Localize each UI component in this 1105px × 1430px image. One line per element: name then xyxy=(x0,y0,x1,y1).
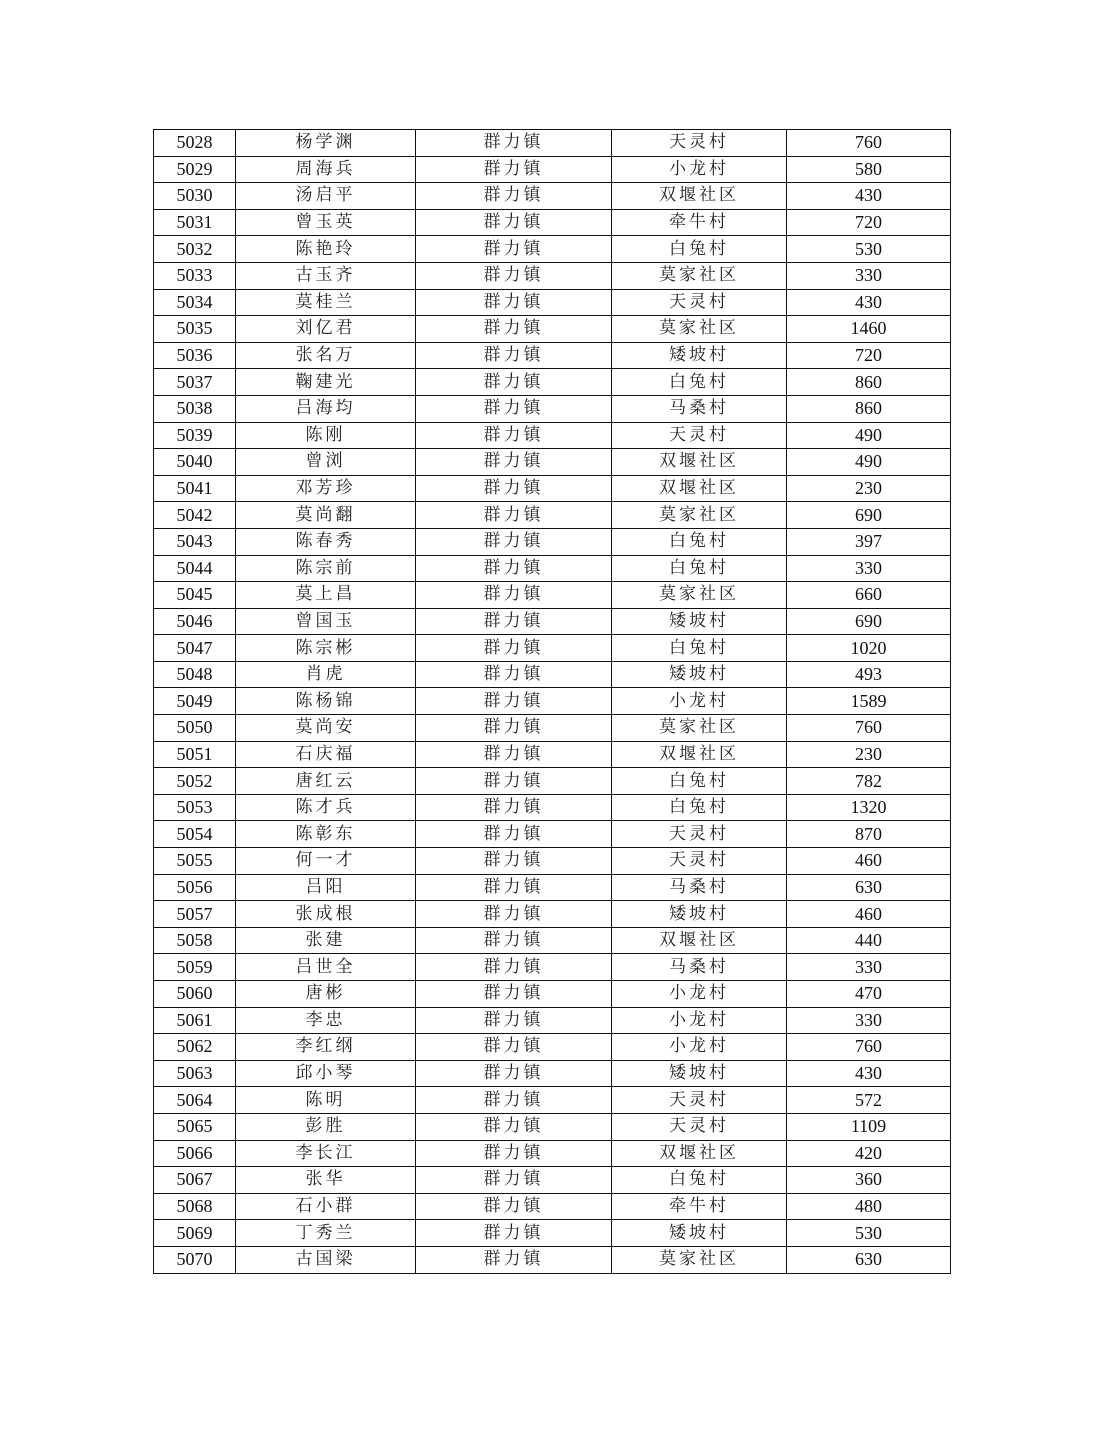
amount-cell: 470 xyxy=(787,981,951,1008)
row-number-cell: 5030 xyxy=(154,183,236,210)
town-cell: 群力镇 xyxy=(416,1246,612,1273)
name-cell: 曾浏 xyxy=(236,449,416,476)
amount-cell: 480 xyxy=(787,1193,951,1220)
table-row xyxy=(154,901,951,928)
name-cell: 邓芳珍 xyxy=(236,475,416,502)
amount-cell: 430 xyxy=(787,289,951,316)
table-row xyxy=(154,848,951,875)
village-cell: 莫家社区 xyxy=(612,262,787,289)
table-row xyxy=(154,981,951,1008)
town-cell: 群力镇 xyxy=(416,927,612,954)
village-cell: 莫家社区 xyxy=(612,1246,787,1273)
row-number-cell: 5036 xyxy=(154,342,236,369)
roster-body xyxy=(154,130,951,1274)
amount-cell: 760 xyxy=(787,715,951,742)
row-number-cell: 5045 xyxy=(154,582,236,609)
amount-cell: 530 xyxy=(787,236,951,263)
village-cell: 牵牛村 xyxy=(612,1193,787,1220)
town-cell: 群力镇 xyxy=(416,183,612,210)
row-number-cell: 5042 xyxy=(154,502,236,529)
village-cell: 天灵村 xyxy=(612,289,787,316)
table-row xyxy=(154,236,951,263)
village-cell: 白兔村 xyxy=(612,236,787,263)
row-number-cell: 5065 xyxy=(154,1113,236,1140)
row-number-cell: 5056 xyxy=(154,874,236,901)
amount-cell: 572 xyxy=(787,1087,951,1114)
table-row xyxy=(154,1220,951,1247)
name-cell: 陈才兵 xyxy=(236,794,416,821)
amount-cell: 230 xyxy=(787,741,951,768)
row-number-cell: 5068 xyxy=(154,1193,236,1220)
village-cell: 天灵村 xyxy=(612,1087,787,1114)
table-row xyxy=(154,475,951,502)
village-cell: 白兔村 xyxy=(612,794,787,821)
row-number-cell: 5070 xyxy=(154,1246,236,1273)
town-cell: 群力镇 xyxy=(416,156,612,183)
name-cell: 石小群 xyxy=(236,1193,416,1220)
town-cell: 群力镇 xyxy=(416,1193,612,1220)
name-cell: 陈春秀 xyxy=(236,528,416,555)
town-cell: 群力镇 xyxy=(416,502,612,529)
amount-cell: 430 xyxy=(787,183,951,210)
roster-table xyxy=(153,129,951,1274)
name-cell: 莫尚翻 xyxy=(236,502,416,529)
table-row xyxy=(154,1113,951,1140)
amount-cell: 630 xyxy=(787,1246,951,1273)
village-cell: 马桑村 xyxy=(612,874,787,901)
name-cell: 莫上昌 xyxy=(236,582,416,609)
town-cell: 群力镇 xyxy=(416,768,612,795)
row-number-cell: 5061 xyxy=(154,1007,236,1034)
table-row xyxy=(154,1034,951,1061)
table-row xyxy=(154,821,951,848)
name-cell: 唐彬 xyxy=(236,981,416,1008)
name-cell: 张建 xyxy=(236,927,416,954)
row-number-cell: 5058 xyxy=(154,927,236,954)
name-cell: 吕阳 xyxy=(236,874,416,901)
amount-cell: 460 xyxy=(787,901,951,928)
amount-cell: 397 xyxy=(787,528,951,555)
table-row xyxy=(154,422,951,449)
table-row xyxy=(154,528,951,555)
village-cell: 白兔村 xyxy=(612,555,787,582)
row-number-cell: 5039 xyxy=(154,422,236,449)
amount-cell: 760 xyxy=(787,130,951,157)
town-cell: 群力镇 xyxy=(416,794,612,821)
name-cell: 彭胜 xyxy=(236,1113,416,1140)
amount-cell: 580 xyxy=(787,156,951,183)
village-cell: 矮坡村 xyxy=(612,661,787,688)
name-cell: 陈宗前 xyxy=(236,555,416,582)
town-cell: 群力镇 xyxy=(416,528,612,555)
village-cell: 天灵村 xyxy=(612,422,787,449)
row-number-cell: 5043 xyxy=(154,528,236,555)
name-cell: 吕海均 xyxy=(236,395,416,422)
name-cell: 曾玉英 xyxy=(236,209,416,236)
village-cell: 小龙村 xyxy=(612,156,787,183)
table-row xyxy=(154,608,951,635)
town-cell: 群力镇 xyxy=(416,342,612,369)
name-cell: 杨学渊 xyxy=(236,130,416,157)
amount-cell: 690 xyxy=(787,502,951,529)
table-row xyxy=(154,1007,951,1034)
village-cell: 双堰社区 xyxy=(612,449,787,476)
village-cell: 双堰社区 xyxy=(612,927,787,954)
name-cell: 鞠建光 xyxy=(236,369,416,396)
amount-cell: 720 xyxy=(787,209,951,236)
table-row xyxy=(154,130,951,157)
town-cell: 群力镇 xyxy=(416,901,612,928)
name-cell: 张名万 xyxy=(236,342,416,369)
amount-cell: 430 xyxy=(787,1060,951,1087)
village-cell: 牵牛村 xyxy=(612,209,787,236)
table-row xyxy=(154,635,951,662)
amount-cell: 1020 xyxy=(787,635,951,662)
amount-cell: 493 xyxy=(787,661,951,688)
amount-cell: 782 xyxy=(787,768,951,795)
town-cell: 群力镇 xyxy=(416,981,612,1008)
village-cell: 白兔村 xyxy=(612,1167,787,1194)
town-cell: 群力镇 xyxy=(416,874,612,901)
amount-cell: 1589 xyxy=(787,688,951,715)
name-cell: 陈明 xyxy=(236,1087,416,1114)
table-row xyxy=(154,449,951,476)
row-number-cell: 5034 xyxy=(154,289,236,316)
row-number-cell: 5051 xyxy=(154,741,236,768)
town-cell: 群力镇 xyxy=(416,475,612,502)
village-cell: 白兔村 xyxy=(612,369,787,396)
name-cell: 古玉齐 xyxy=(236,262,416,289)
village-cell: 小龙村 xyxy=(612,1034,787,1061)
table-row xyxy=(154,715,951,742)
town-cell: 群力镇 xyxy=(416,1007,612,1034)
village-cell: 矮坡村 xyxy=(612,1220,787,1247)
row-number-cell: 5041 xyxy=(154,475,236,502)
table-row xyxy=(154,209,951,236)
name-cell: 莫尚安 xyxy=(236,715,416,742)
row-number-cell: 5029 xyxy=(154,156,236,183)
row-number-cell: 5067 xyxy=(154,1167,236,1194)
row-number-cell: 5033 xyxy=(154,262,236,289)
name-cell: 唐红云 xyxy=(236,768,416,795)
table-row xyxy=(154,927,951,954)
table-row xyxy=(154,741,951,768)
table-row xyxy=(154,1140,951,1167)
name-cell: 古国梁 xyxy=(236,1246,416,1273)
name-cell: 莫桂兰 xyxy=(236,289,416,316)
name-cell: 陈杨锦 xyxy=(236,688,416,715)
amount-cell: 330 xyxy=(787,954,951,981)
town-cell: 群力镇 xyxy=(416,289,612,316)
village-cell: 莫家社区 xyxy=(612,582,787,609)
village-cell: 白兔村 xyxy=(612,528,787,555)
row-number-cell: 5048 xyxy=(154,661,236,688)
table-row xyxy=(154,768,951,795)
row-number-cell: 5040 xyxy=(154,449,236,476)
town-cell: 群力镇 xyxy=(416,635,612,662)
name-cell: 邱小琴 xyxy=(236,1060,416,1087)
village-cell: 白兔村 xyxy=(612,768,787,795)
town-cell: 群力镇 xyxy=(416,1060,612,1087)
table-row xyxy=(154,1087,951,1114)
name-cell: 何一才 xyxy=(236,848,416,875)
table-row xyxy=(154,582,951,609)
town-cell: 群力镇 xyxy=(416,209,612,236)
amount-cell: 720 xyxy=(787,342,951,369)
town-cell: 群力镇 xyxy=(416,741,612,768)
name-cell: 张成根 xyxy=(236,901,416,928)
row-number-cell: 5063 xyxy=(154,1060,236,1087)
town-cell: 群力镇 xyxy=(416,1140,612,1167)
village-cell: 矮坡村 xyxy=(612,1060,787,1087)
row-number-cell: 5059 xyxy=(154,954,236,981)
amount-cell: 860 xyxy=(787,369,951,396)
town-cell: 群力镇 xyxy=(416,848,612,875)
town-cell: 群力镇 xyxy=(416,715,612,742)
village-cell: 莫家社区 xyxy=(612,502,787,529)
row-number-cell: 5055 xyxy=(154,848,236,875)
name-cell: 陈刚 xyxy=(236,422,416,449)
village-cell: 小龙村 xyxy=(612,1007,787,1034)
row-number-cell: 5060 xyxy=(154,981,236,1008)
name-cell: 张华 xyxy=(236,1167,416,1194)
town-cell: 群力镇 xyxy=(416,661,612,688)
village-cell: 天灵村 xyxy=(612,130,787,157)
table-row xyxy=(154,183,951,210)
amount-cell: 230 xyxy=(787,475,951,502)
row-number-cell: 5035 xyxy=(154,316,236,343)
amount-cell: 1320 xyxy=(787,794,951,821)
row-number-cell: 5053 xyxy=(154,794,236,821)
amount-cell: 870 xyxy=(787,821,951,848)
name-cell: 周海兵 xyxy=(236,156,416,183)
village-cell: 矮坡村 xyxy=(612,342,787,369)
village-cell: 莫家社区 xyxy=(612,316,787,343)
table-row xyxy=(154,954,951,981)
town-cell: 群力镇 xyxy=(416,1167,612,1194)
row-number-cell: 5047 xyxy=(154,635,236,662)
table-row xyxy=(154,1167,951,1194)
name-cell: 李红纲 xyxy=(236,1034,416,1061)
row-number-cell: 5066 xyxy=(154,1140,236,1167)
amount-cell: 460 xyxy=(787,848,951,875)
amount-cell: 440 xyxy=(787,927,951,954)
row-number-cell: 5064 xyxy=(154,1087,236,1114)
name-cell: 吕世全 xyxy=(236,954,416,981)
amount-cell: 330 xyxy=(787,262,951,289)
name-cell: 陈彰东 xyxy=(236,821,416,848)
village-cell: 莫家社区 xyxy=(612,715,787,742)
table-row xyxy=(154,874,951,901)
table-row xyxy=(154,555,951,582)
amount-cell: 660 xyxy=(787,582,951,609)
town-cell: 群力镇 xyxy=(416,316,612,343)
row-number-cell: 5062 xyxy=(154,1034,236,1061)
town-cell: 群力镇 xyxy=(416,422,612,449)
town-cell: 群力镇 xyxy=(416,821,612,848)
village-cell: 矮坡村 xyxy=(612,901,787,928)
village-cell: 矮坡村 xyxy=(612,608,787,635)
table-row xyxy=(154,1193,951,1220)
row-number-cell: 5028 xyxy=(154,130,236,157)
row-number-cell: 5069 xyxy=(154,1220,236,1247)
row-number-cell: 5037 xyxy=(154,369,236,396)
table-row xyxy=(154,316,951,343)
table-row xyxy=(154,1246,951,1273)
row-number-cell: 5057 xyxy=(154,901,236,928)
amount-cell: 1109 xyxy=(787,1113,951,1140)
village-cell: 小龙村 xyxy=(612,981,787,1008)
table-row xyxy=(154,395,951,422)
name-cell: 曾国玉 xyxy=(236,608,416,635)
village-cell: 天灵村 xyxy=(612,1113,787,1140)
table-row xyxy=(154,262,951,289)
town-cell: 群力镇 xyxy=(416,688,612,715)
village-cell: 白兔村 xyxy=(612,635,787,662)
row-number-cell: 5031 xyxy=(154,209,236,236)
village-cell: 天灵村 xyxy=(612,848,787,875)
name-cell: 刘亿君 xyxy=(236,316,416,343)
row-number-cell: 5050 xyxy=(154,715,236,742)
name-cell: 陈宗彬 xyxy=(236,635,416,662)
village-cell: 马桑村 xyxy=(612,954,787,981)
name-cell: 李长江 xyxy=(236,1140,416,1167)
name-cell: 汤启平 xyxy=(236,183,416,210)
village-cell: 双堰社区 xyxy=(612,741,787,768)
name-cell: 丁秀兰 xyxy=(236,1220,416,1247)
amount-cell: 420 xyxy=(787,1140,951,1167)
village-cell: 双堰社区 xyxy=(612,475,787,502)
town-cell: 群力镇 xyxy=(416,1113,612,1140)
row-number-cell: 5046 xyxy=(154,608,236,635)
village-cell: 马桑村 xyxy=(612,395,787,422)
amount-cell: 690 xyxy=(787,608,951,635)
town-cell: 群力镇 xyxy=(416,130,612,157)
town-cell: 群力镇 xyxy=(416,1034,612,1061)
amount-cell: 860 xyxy=(787,395,951,422)
village-cell: 双堰社区 xyxy=(612,183,787,210)
name-cell: 陈艳玲 xyxy=(236,236,416,263)
name-cell: 石庆福 xyxy=(236,741,416,768)
amount-cell: 360 xyxy=(787,1167,951,1194)
row-number-cell: 5032 xyxy=(154,236,236,263)
town-cell: 群力镇 xyxy=(416,608,612,635)
town-cell: 群力镇 xyxy=(416,395,612,422)
town-cell: 群力镇 xyxy=(416,369,612,396)
amount-cell: 530 xyxy=(787,1220,951,1247)
row-number-cell: 5044 xyxy=(154,555,236,582)
town-cell: 群力镇 xyxy=(416,449,612,476)
amount-cell: 1460 xyxy=(787,316,951,343)
amount-cell: 630 xyxy=(787,874,951,901)
row-number-cell: 5054 xyxy=(154,821,236,848)
village-cell: 天灵村 xyxy=(612,821,787,848)
table-row xyxy=(154,688,951,715)
village-cell: 小龙村 xyxy=(612,688,787,715)
table-row xyxy=(154,369,951,396)
amount-cell: 760 xyxy=(787,1034,951,1061)
town-cell: 群力镇 xyxy=(416,262,612,289)
row-number-cell: 5049 xyxy=(154,688,236,715)
table-row xyxy=(154,156,951,183)
row-number-cell: 5052 xyxy=(154,768,236,795)
row-number-cell: 5038 xyxy=(154,395,236,422)
table-row xyxy=(154,289,951,316)
table-row xyxy=(154,794,951,821)
name-cell: 李忠 xyxy=(236,1007,416,1034)
town-cell: 群力镇 xyxy=(416,954,612,981)
town-cell: 群力镇 xyxy=(416,1087,612,1114)
table-row xyxy=(154,1060,951,1087)
amount-cell: 330 xyxy=(787,555,951,582)
town-cell: 群力镇 xyxy=(416,236,612,263)
amount-cell: 330 xyxy=(787,1007,951,1034)
town-cell: 群力镇 xyxy=(416,555,612,582)
amount-cell: 490 xyxy=(787,449,951,476)
table-row xyxy=(154,342,951,369)
town-cell: 群力镇 xyxy=(416,582,612,609)
town-cell: 群力镇 xyxy=(416,1220,612,1247)
village-cell: 双堰社区 xyxy=(612,1140,787,1167)
table-row xyxy=(154,502,951,529)
name-cell: 肖虎 xyxy=(236,661,416,688)
amount-cell: 490 xyxy=(787,422,951,449)
table-row xyxy=(154,661,951,688)
